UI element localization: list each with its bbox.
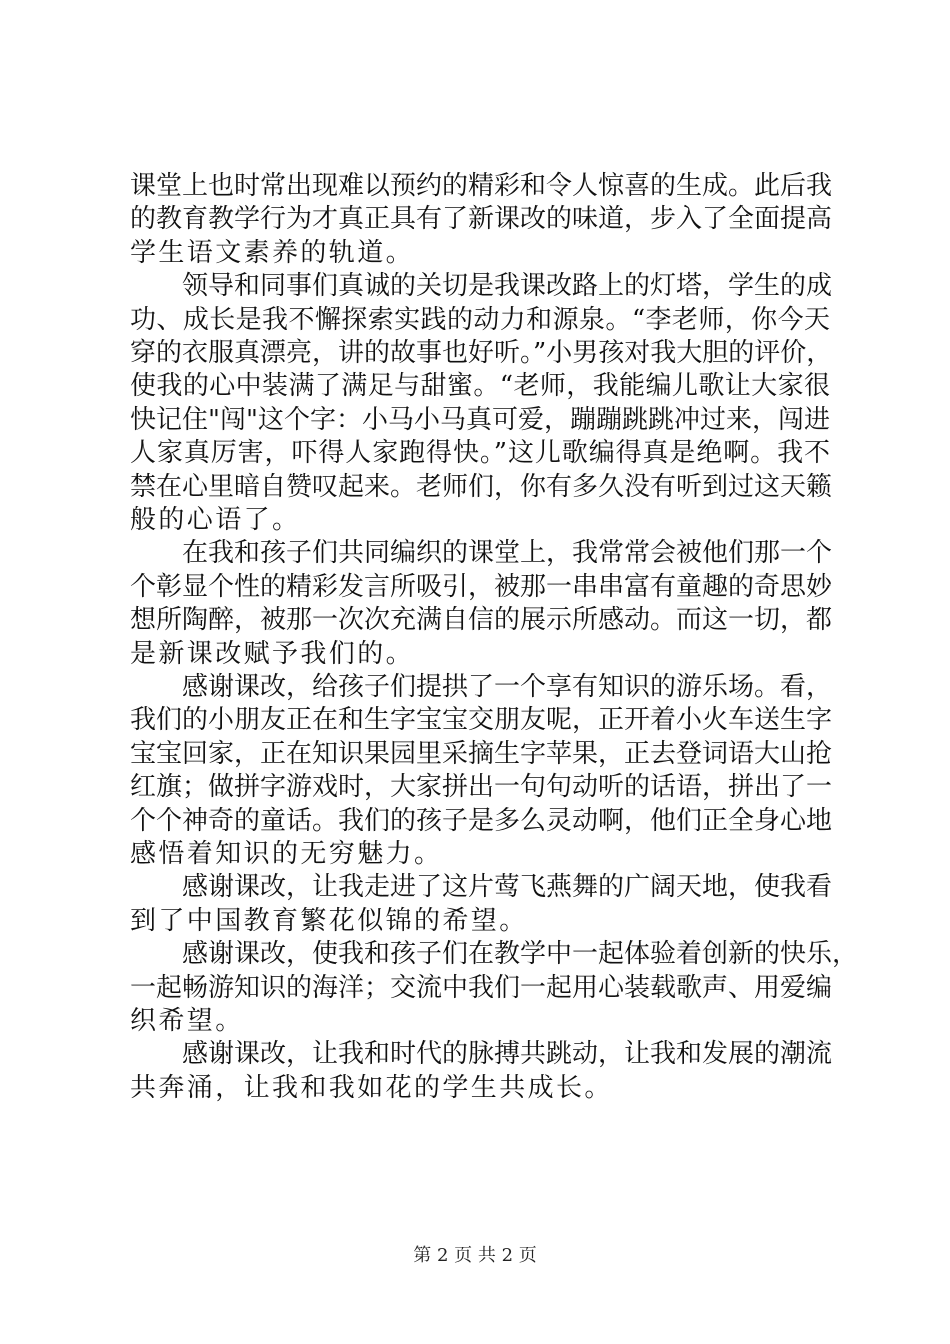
text-line: 功、成长是我不懈探索实践的动力和源泉。“李老师，你今天	[130, 304, 830, 335]
text-line: 人家真厉害，吓得人家跑得快。”这儿歌编得真是绝啊。我不	[130, 438, 830, 469]
text-line: 快记住"闯"这个字：小马小马真可爱，蹦蹦跳跳冲过来，闯进	[130, 404, 830, 435]
text-line: 红旗；做拼字游戏时，大家拼出一句句动听的话语，拼出了一	[130, 772, 833, 803]
text-line: 是新课改赋予我们的。	[130, 638, 415, 669]
text-line: 感悟着知识的无穷魅力。	[130, 839, 443, 869]
text-line: 个彰显个性的精彩发言所吸引，被那一串串富有童趣的奇思妙	[130, 571, 833, 602]
text-line: 一起畅游知识的海洋；交流中我们一起用心装载歌声、用爱编	[130, 972, 833, 1003]
text-line: 感谢课改，让我和时代的脉搏共跳动，让我和发展的潮流	[130, 1039, 833, 1070]
text-line: 感谢课改，让我走进了这片莺飞燕舞的广阔天地，使我看	[130, 872, 833, 903]
page-footer: 第 2 页 共 2 页	[413, 1245, 537, 1266]
text-line: 使我的心中装满了满足与甜蜜。“老师，我能编儿歌让大家很	[130, 371, 830, 402]
text-line: 宝宝回家，正在知识果园里采摘生字苹果，正去登词语大山抢	[130, 738, 833, 769]
text-line: 领导和同事们真诚的关切是我课改路上的灯塔，学生的成	[130, 271, 833, 302]
text-line: 个个神奇的童话。我们的孩子是多么灵动啊，他们正全身心地	[130, 805, 833, 836]
text-line: 般的心语了。	[130, 505, 301, 535]
text-line: 禁在心里暗自赞叹起来。老师们，你有多久没有听到过这天籁	[130, 471, 833, 502]
text-line: 织希望。	[130, 1006, 244, 1036]
text-line: 我们的小朋友正在和生字宝宝交朋友呢，正开着小火车送生字	[130, 705, 833, 736]
text-line: 感谢课改，使我和孩子们在教学中一起体验着创新的快乐，	[130, 939, 859, 970]
text-line: 的教育教学行为才真正具有了新课改的味道，步入了全面提高	[130, 204, 833, 235]
text-line: 共奔涌，让我和我如花的学生共成长。	[130, 1072, 613, 1103]
text-line: 在我和孩子们共同编织的课堂上，我常常会被他们那一个	[130, 538, 833, 569]
text-line: 课堂上也时常出现难以预约的精彩和令人惊喜的生成。此后我	[130, 171, 833, 201]
text-line: 穿的衣服真漂亮，讲的故事也好听。”小男孩对我大胆的评价，	[130, 338, 833, 368]
text-line: 到了中国教育繁花似锦的希望。	[130, 905, 528, 936]
text-line: 学生语文素养的轨道。	[130, 237, 415, 268]
text-line: 感谢课改，给孩子们提拱了一个享有知识的游乐场。看，	[130, 672, 833, 702]
text-line: 想所陶醉，被那一次次充满自信的展示所感动。而这一切，都	[130, 605, 833, 636]
